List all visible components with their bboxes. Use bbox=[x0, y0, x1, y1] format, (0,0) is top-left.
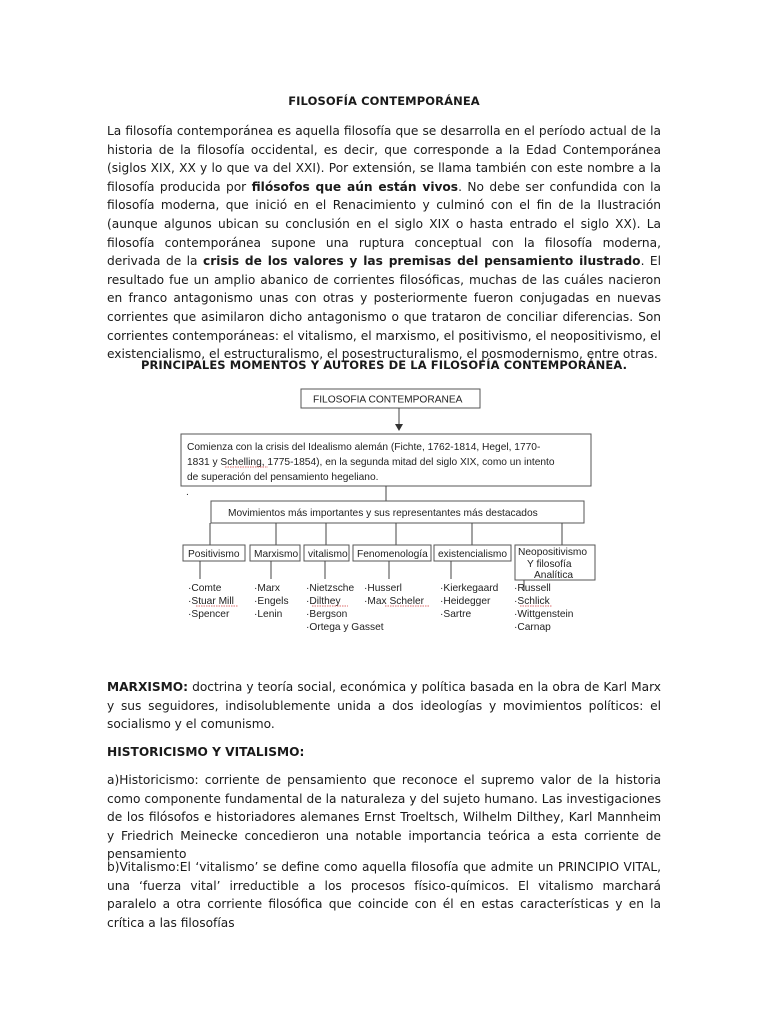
author-schlick: ·Schlick bbox=[514, 596, 550, 607]
author-wittgenstein: ·Wittgenstein bbox=[514, 609, 574, 620]
author-bergson: ·Bergson bbox=[306, 609, 348, 620]
crisis-line-2: 1831 y Schelling, 1775-1854), en la segunda mitad del siglo XIX, como un intento bbox=[187, 457, 555, 468]
author-heidegger: ·Heidegger bbox=[440, 596, 491, 607]
intro-text-2: . No debe ser confundida con la filosofía moderna, que inició en el Renacimiento y culminó con el fin de la Ilustración (aunque algunos ubican su conclusión en el siglo XIX o hasta entrado el siglo XX). La filosofía contemporánea supone una ruptura conceptual con la filosofía moderna, derivada de la bbox=[107, 179, 662, 269]
marxismo-label: MARXISMO: bbox=[107, 680, 189, 694]
crisis-line-3: de superación del pensamiento hegeliano. bbox=[187, 472, 379, 483]
stray-dot: . bbox=[186, 487, 189, 498]
historicismo-heading: HISTORICISMO Y VITALISMO: bbox=[107, 745, 305, 759]
historicismo-paragraph: a)Historicismo: corriente de pensamiento que reconoce el supremo valor de la historia como componente fundamental de la naturaleza y del sujeto humano. Las investigaciones de los filósofos e historiadores alemanes Ernst Troeltsch, Wilhelm Dilthey, Karl Mannheim y Friedrich Meinecke concedieron una notable importancia teórica a esta corriente de pensamiento bbox=[107, 773, 661, 862]
author-dilthey: ·Dilthey bbox=[306, 596, 341, 607]
author-nietzsche: ·Nietzsche bbox=[306, 583, 355, 594]
author-husserl: ·Husserl bbox=[364, 583, 402, 594]
column-name-neopositivismo-3: Analítica bbox=[534, 570, 574, 581]
column-name-fenomenologia: Fenomenología bbox=[357, 549, 428, 560]
arrow-down-icon bbox=[395, 424, 403, 431]
philosophy-concept-map bbox=[178, 385, 602, 640]
author-lenin: ·Lenin bbox=[254, 609, 283, 620]
author-russell: ·Russell bbox=[514, 583, 551, 594]
author-ortega-y-gasset: ·Ortega y Gasset bbox=[306, 622, 384, 633]
intro-paragraph bbox=[107, 122, 661, 364]
column-name-positivismo: Positivismo bbox=[188, 549, 240, 560]
intro-text-3: . El resultado fue un amplio abanico de corrientes filosóficas, muchas de las cuáles nacieron en franco antagonismo unas con otras y posteriormente fueron conjugadas en nuevas corrientes que asimilaron dicho antagonismo o que trataron de conciliar diferencias. Son corrientes contemporáneas: el vitalismo, el marxismo, el positivismo, el neopositivismo, el existencialismo, el estructuralismo, el posestructuralismo, el posmodernismo, entre otras. bbox=[107, 254, 661, 362]
column-name-existencialismo: existencialismo bbox=[438, 549, 508, 560]
intro-bold-2: crisis de los valores y las premisas del pensamiento ilustrado bbox=[202, 254, 641, 269]
movimientos-label: Movimientos más importantes y sus representantes más destacados bbox=[228, 508, 538, 519]
intro-bold-1: filósofos que aún están vivos bbox=[251, 179, 459, 194]
marxismo-paragraph bbox=[107, 678, 661, 734]
page-title: FILOSOFÍA CONTEMPORÁNEA bbox=[288, 94, 480, 108]
author-spencer: ·Spencer bbox=[188, 609, 230, 620]
column-name-neopositivismo-1: Neopositivismo bbox=[518, 547, 588, 558]
author-stuar-mill: ·Stuar Mill bbox=[188, 596, 234, 607]
author-sartre: ·Sartre bbox=[440, 609, 472, 620]
author-engels: ·Engels bbox=[254, 596, 289, 607]
vitalismo-paragraph: b)Vitalismo:El ‘vitalismo’ se define como aquella filosofía que admite un PRINCIPIO VITAL, una ‘fuerza vital’ irreductible a los procesos físico-químicos. El vitalismo marchará paralelo a otra corriente filosófica que coincide con él en estas características y en la crítica a las filosofías bbox=[107, 860, 661, 930]
crisis-line-1: Comienza con la crisis del Idealismo alemán (Fichte, 1762-1814, Hegel, 1770- bbox=[187, 442, 541, 453]
marxismo-text: doctrina y teoría social, económica y política basada en la obra de Karl Marx y sus seguidores, indisolublemente unida a dos ideologías y movimientos políticos: el socialismo y el comunismo. bbox=[107, 680, 661, 732]
column-connectors bbox=[210, 523, 562, 545]
column-name-vitalismo: vitalismo bbox=[308, 549, 348, 560]
author-marx: ·Marx bbox=[254, 583, 281, 594]
intro-text-1: La filosofía contemporánea es aquella filosofía que se desarrolla en el período actual de la historia de la filosofía occidental, es decir, que corresponde a la Edad Contemporánea (siglos XIX, XX y lo que va del XXI). Por extensión, se llama también con este nombre a la filosofía producida por bbox=[107, 124, 661, 194]
column-name-marxismo: Marxismo bbox=[254, 549, 299, 560]
diagram-heading: PRINCIPALES MOMENTOS Y AUTORES DE LA FILOSOFÍA CONTEMPORÁNEA. bbox=[140, 358, 628, 372]
author-comte: ·Comte bbox=[188, 583, 222, 594]
author-kierkegaard: ·Kierkegaard bbox=[440, 583, 499, 594]
author-max-scheler: ·Max Scheler bbox=[364, 596, 425, 607]
author-carnap: ·Carnap bbox=[514, 622, 551, 633]
diagram-top-label: FILOSOFIA CONTEMPORANEA bbox=[313, 394, 463, 406]
column-name-neopositivismo-2: Y filosofía bbox=[527, 559, 572, 570]
